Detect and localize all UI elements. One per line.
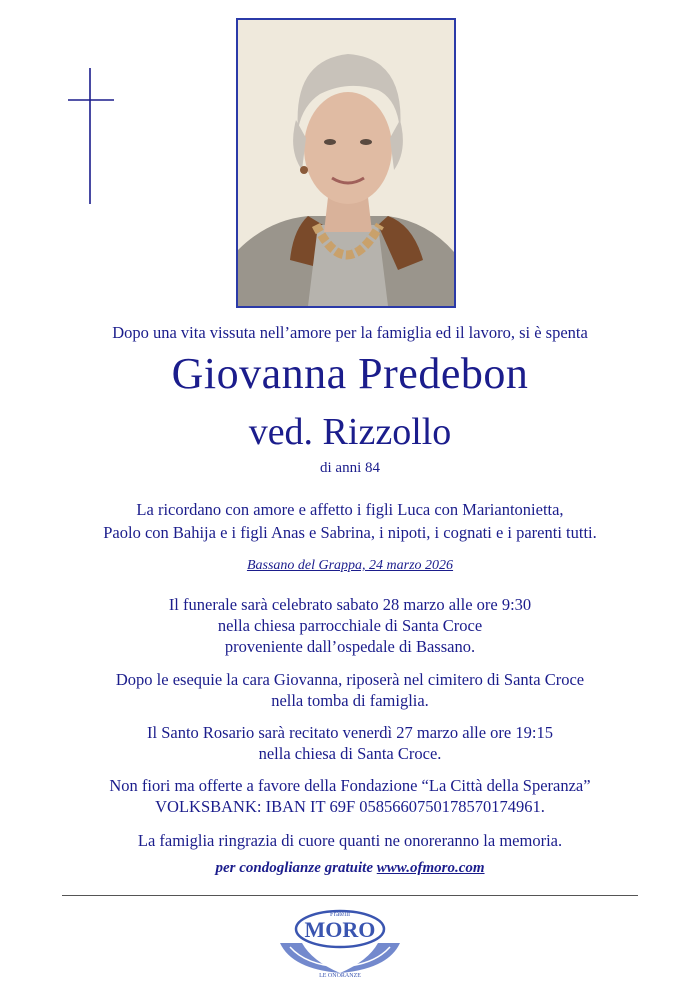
cross-icon	[68, 68, 114, 204]
logo-top-text: Fratelli	[329, 910, 351, 918]
intro-text: Dopo una vita vissuta nell’amore per la famiglia ed il lavoro, si è spenta	[112, 323, 588, 342]
donation-line: VOLKSBANK: IBAN IT 69F 0585660750178570174961.	[155, 797, 545, 816]
place-date-text: Bassano del Grappa, 24 marzo 2026	[246, 558, 454, 573]
condolences	[0, 860, 700, 877]
donation-line: Non fiori ma offerte a favore della Fondazione “La Città della Speranza”	[109, 776, 591, 795]
funeral-line: nella chiesa parrocchiale di Santa Croce	[217, 616, 483, 635]
divider	[62, 895, 638, 896]
burial-info	[0, 669, 700, 711]
funeral-info	[0, 594, 700, 657]
burial-line: Dopo le esequie la cara Giovanna, riposerà nel cimitero di Santa Croce	[115, 670, 585, 689]
portrait-photo	[236, 18, 456, 308]
donation-info	[0, 775, 700, 817]
married-name: ved. Rizzollo	[248, 411, 452, 453]
rosary-line: Il Santo Rosario sarà recitato venerdì 27 marzo alle ore 19:15	[147, 723, 553, 742]
logo-bottom-text: LE ONORANZE	[319, 973, 361, 979]
condolences-link[interactable]: www.ofmoro.com	[376, 860, 485, 876]
moro-logo	[272, 903, 408, 979]
rosary-info	[0, 722, 700, 764]
logo-brand-text: MORO	[304, 917, 376, 942]
thanks-text: La famiglia ringrazia di cuore quanti ne onoreranno la memoria.	[137, 831, 563, 850]
rosary-line: nella chiesa di Santa Croce.	[258, 744, 442, 763]
family-line: La ricordano con amore e affetto i figli Luca con Mariantonietta,	[136, 500, 564, 519]
funeral-line: Il funerale sarà celebrato sabato 28 marzo alle ore 9:30	[168, 595, 532, 614]
funeral-line: proveniente dall’ospedale di Bassano.	[224, 637, 476, 656]
family-line: Paolo con Bahija e i figli Anas e Sabrina, i nipoti, i cognati e i parenti tutti.	[103, 523, 597, 542]
place-date	[0, 558, 700, 574]
family-announcement	[0, 498, 700, 544]
condolences-prefix: per condoglianze gratuite	[215, 860, 373, 876]
deceased-name: Giovanna Predebon	[171, 349, 529, 398]
burial-line: nella tomba di famiglia.	[271, 691, 429, 710]
age-text: di anni 84	[320, 460, 380, 476]
